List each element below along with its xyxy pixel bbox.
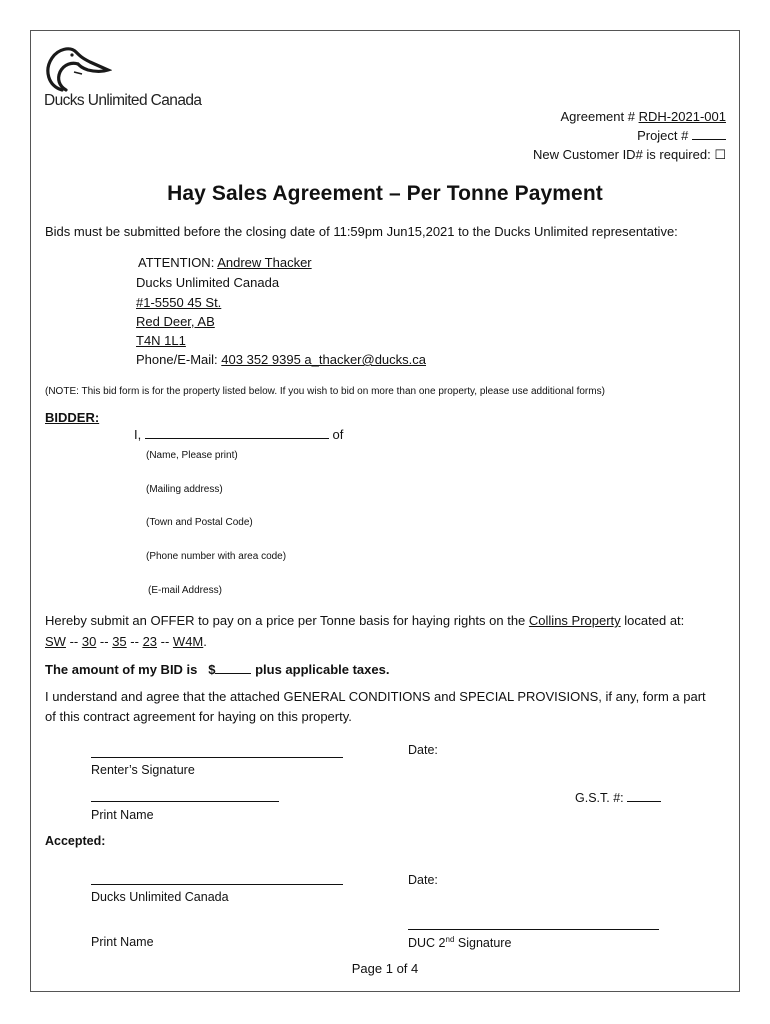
attention-postal: T4N 1L1 xyxy=(136,333,186,348)
town-hint: (Town and Postal Code) xyxy=(146,517,253,528)
gst-blank[interactable] xyxy=(627,790,661,802)
gst-row xyxy=(575,790,661,805)
loc-section: 30 xyxy=(81,634,97,649)
duc-signature-line[interactable] xyxy=(91,884,343,885)
date-label-2: Date: xyxy=(408,873,438,887)
legal-location xyxy=(45,634,207,649)
bid-suffix: plus applicable taxes. xyxy=(251,662,390,677)
accepted-label: Accepted: xyxy=(45,834,106,848)
duc-label: Ducks Unlimited Canada xyxy=(91,890,229,904)
bidder-heading: BIDDER: xyxy=(45,410,100,425)
loc-sep: -- xyxy=(65,634,82,649)
loc-sep: -- xyxy=(96,634,113,649)
duc-second-sup: nd xyxy=(445,935,455,944)
agreement-label: Agreement # xyxy=(560,109,635,124)
loc-end: . xyxy=(203,634,207,649)
duck-logo-icon xyxy=(42,44,112,94)
bidder-name-row xyxy=(134,427,343,442)
offer-text: Hereby submit an OFFER to pay on a price per Tonne basis for haying rights on the xyxy=(45,613,529,628)
contact-value[interactable]: 403 352 9395 a_thacker@ducks.ca xyxy=(221,352,427,367)
project-number xyxy=(637,128,726,143)
renter-signature-line[interactable] xyxy=(91,757,343,758)
loc-sep: -- xyxy=(126,634,143,649)
loc-range: 23 xyxy=(142,634,158,649)
duc-second-signature-label xyxy=(408,935,511,950)
attention-name: Andrew Thacker xyxy=(217,255,312,270)
conditions-line-1: I understand and agree that the attached GENERAL CONDITIONS and SPECIAL PROVISIONS, if any, form a part xyxy=(45,689,706,704)
duc-second-suffix: Signature xyxy=(454,936,512,951)
loc-meridian: W4M xyxy=(172,634,204,649)
agreement-number xyxy=(561,109,727,124)
date-label-1: Date: xyxy=(408,743,438,757)
project-blank[interactable] xyxy=(692,128,726,140)
i-label: I, xyxy=(134,427,142,442)
loc-sep: -- xyxy=(157,634,173,649)
document-page xyxy=(30,30,740,992)
attention-label: ATTENTION: xyxy=(138,255,215,270)
agreement-value: RDH-2021-001 xyxy=(638,109,726,124)
bid-amount-row xyxy=(45,662,389,677)
offer-line-1 xyxy=(45,613,684,628)
intro-text: Bids must be submitted before the closing date of 11:59pm Jun15,2021 to the Ducks Unlimited representative: xyxy=(45,224,678,239)
duc-second-signature-line[interactable] xyxy=(408,929,659,930)
print-name-label-1: Print Name xyxy=(91,808,154,822)
bid-label: The amount of my BID is $ xyxy=(45,662,216,677)
attention-street: #1-5550 45 St. xyxy=(136,295,222,310)
renter-signature-label: Renter’s Signature xyxy=(91,763,195,777)
page-title: Hay Sales Agreement – Per Tonne Payment xyxy=(167,182,603,205)
email-hint: (E-mail Address) xyxy=(148,585,222,596)
logo-text: Ducks Unlimited Canada xyxy=(44,92,202,109)
attention-contact xyxy=(136,352,426,367)
note-text: (NOTE: This bid form is for the property listed below. If you wish to bid on more than one property, please use additional forms) xyxy=(45,386,605,397)
print-name-label-2: Print Name xyxy=(91,935,154,949)
property-name: Collins Property xyxy=(528,613,621,628)
new-customer-checkbox[interactable]: ☐ xyxy=(714,147,726,162)
bid-amount-blank[interactable] xyxy=(215,662,251,674)
loc-township: 35 xyxy=(112,634,127,649)
new-customer-label: New Customer ID# is required: xyxy=(532,147,711,162)
new-customer-row xyxy=(533,147,726,163)
of-label: of xyxy=(332,427,344,442)
contact-label: Phone/E-Mail: xyxy=(136,352,218,367)
gst-label: G.S.T. #: xyxy=(575,791,624,805)
bidder-name-blank[interactable] xyxy=(145,427,329,439)
attention-city: Red Deer, AB xyxy=(136,314,215,329)
print-name-line-1[interactable] xyxy=(91,801,279,802)
phone-hint: (Phone number with area code) xyxy=(146,551,287,562)
mailing-hint: (Mailing address) xyxy=(146,484,223,495)
project-label: Project # xyxy=(637,128,689,143)
name-hint: (Name, Please print) xyxy=(146,450,238,461)
conditions-line-2: of this contract agreement for haying on this property. xyxy=(45,709,352,724)
loc-quarter: SW xyxy=(45,634,66,649)
duc-second-prefix: DUC 2 xyxy=(408,936,446,951)
page-number: Page 1 of 4 xyxy=(351,961,419,976)
offer-located: located at: xyxy=(620,613,685,628)
attention-line xyxy=(138,255,312,270)
attention-org: Ducks Unlimited Canada xyxy=(136,275,280,290)
